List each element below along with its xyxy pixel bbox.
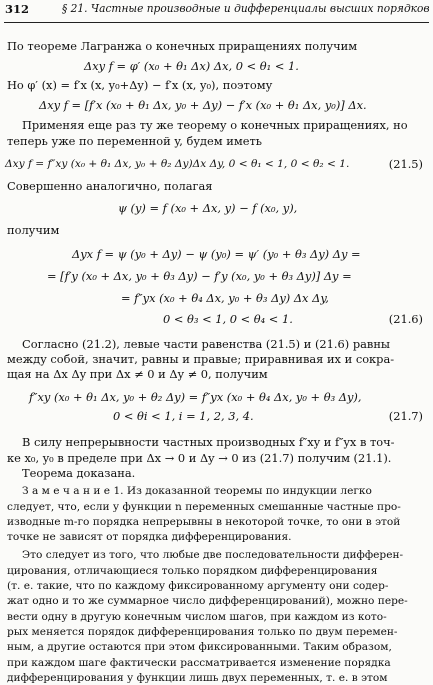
text-line: теперь уже по переменной y, будем иметь	[7, 133, 262, 148]
equation-number: (21.7)	[388, 409, 423, 424]
text-line: щая на Δx Δy при Δx ≠ 0 и Δy ≠ 0, получим	[7, 367, 268, 382]
text-line: Совершенно аналогично, полагая	[7, 178, 213, 193]
text-line: (т. е. такие, что по каждому фиксированному аргументу они содер-	[7, 580, 389, 592]
text-line: цирования, отличающиеся только порядком дифференцирования	[7, 564, 378, 577]
text-line: получим	[7, 222, 60, 237]
text-line: вести одну в другую конечным числом шагов, при каждом из кото-	[7, 610, 387, 623]
text-line: точке не зависят от порядка дифференцирования.	[7, 531, 292, 544]
text-line: жат одно и то же суммарное число дифференцирований), можно пере-	[7, 595, 408, 608]
running-header: § 21. Частные производные и дифференциалы высших порядков	[62, 2, 430, 15]
text-line: Но φ′ (x) = f′x (x, y₀+Δy) − f′x (x, y₀), поэтому	[7, 77, 273, 92]
text-line: Это следует из того, что любые две последовательности дифферен-	[22, 549, 404, 562]
formula-line: 0 < θi < 1, i = 1, 2, 3, 4.	[113, 409, 254, 424]
text-line: В силу непрерывности частных производных f″xy и f″yx в точ-	[22, 435, 395, 450]
formula-line: = [f′y (x₀ + Δx, y₀ + θ₃ Δy) − f′y (x₀, y₀ + θ₃ Δy)] Δy =	[47, 268, 352, 283]
formula-line: = f″yx (x₀ + θ₄ Δx, y₀ + θ₃ Δy) Δx Δy,	[121, 290, 329, 305]
page-number: 312	[5, 2, 30, 16]
text-line: ке x₀, y₀ в пределе при Δx → 0 и Δy → 0 из (21.7) получим (21.1).	[7, 450, 392, 465]
formula-line: ψ (y) = f (x₀ + Δx, y) − f (x₀, y),	[118, 200, 298, 215]
header-rule	[4, 22, 429, 23]
text-line: дифференцирования у функции лишь двух переменных, т. е. в этом	[7, 672, 388, 684]
text-line: Теорема доказана.	[22, 466, 136, 480]
formula-line: Δyx f = ψ (y₀ + Δy) − ψ (y₀) = ψ′ (y₀ + θ₃ Δy) Δy =	[72, 246, 361, 261]
text-line: между собой, значит, равны и правые; приравнивая их и сокра-	[7, 351, 395, 366]
equation-number: (21.5)	[388, 157, 423, 172]
formula-line: 0 < θ₃ < 1, 0 < θ₄ < 1.	[163, 311, 293, 326]
text-line: Согласно (21.2), левые части равенства (21.5) и (21.6) равны	[22, 336, 390, 351]
text-line: изводные m-го порядка непрерывны в некоторой точке, то они в этой	[7, 515, 401, 528]
text-line: рых меняется порядок дифференцирования только по двум перемен-	[7, 626, 398, 638]
text-line: при каждом шаге фактически рассматривается изменение порядка	[7, 656, 391, 669]
formula-line: Δxy f = f″xy (x₀ + θ₁ Δx, y₀ + θ₂ Δy)Δx Δy, 0 < θ₁ < 1, 0 < θ₂ < 1.	[5, 158, 350, 171]
formula-line: Δxy f = [f′x (x₀ + θ₁ Δx, y₀ + Δy) − f′x (x₀ + θ₁ Δx, y₀)] Δx.	[39, 98, 367, 112]
equation-number: (21.6)	[388, 311, 423, 326]
text-line: следует, что, если у функции n переменных смешанные частные про-	[7, 500, 401, 513]
formula-line: f″xy (x₀ + θ₁ Δx, y₀ + θ₂ Δy) = f″yx (x₀ + θ₄ Δx, y₀ + θ₃ Δy),	[29, 390, 362, 405]
remark-line: З а м е ч а н и е 1. Из доказанной теоремы по индукции легко	[22, 485, 372, 498]
formula-line: Δxy f = φ′ (x₀ + θ₁ Δx) Δx, 0 < θ₁ < 1.	[84, 58, 299, 73]
text-line: По теореме Лагранжа о конечных приращениях получим	[7, 38, 358, 53]
text-line: ным, а другие остаются при этом фиксированными. Таким образом,	[7, 641, 392, 654]
text-line: Применяя еще раз ту же теорему о конечных приращениях, но	[22, 118, 408, 133]
